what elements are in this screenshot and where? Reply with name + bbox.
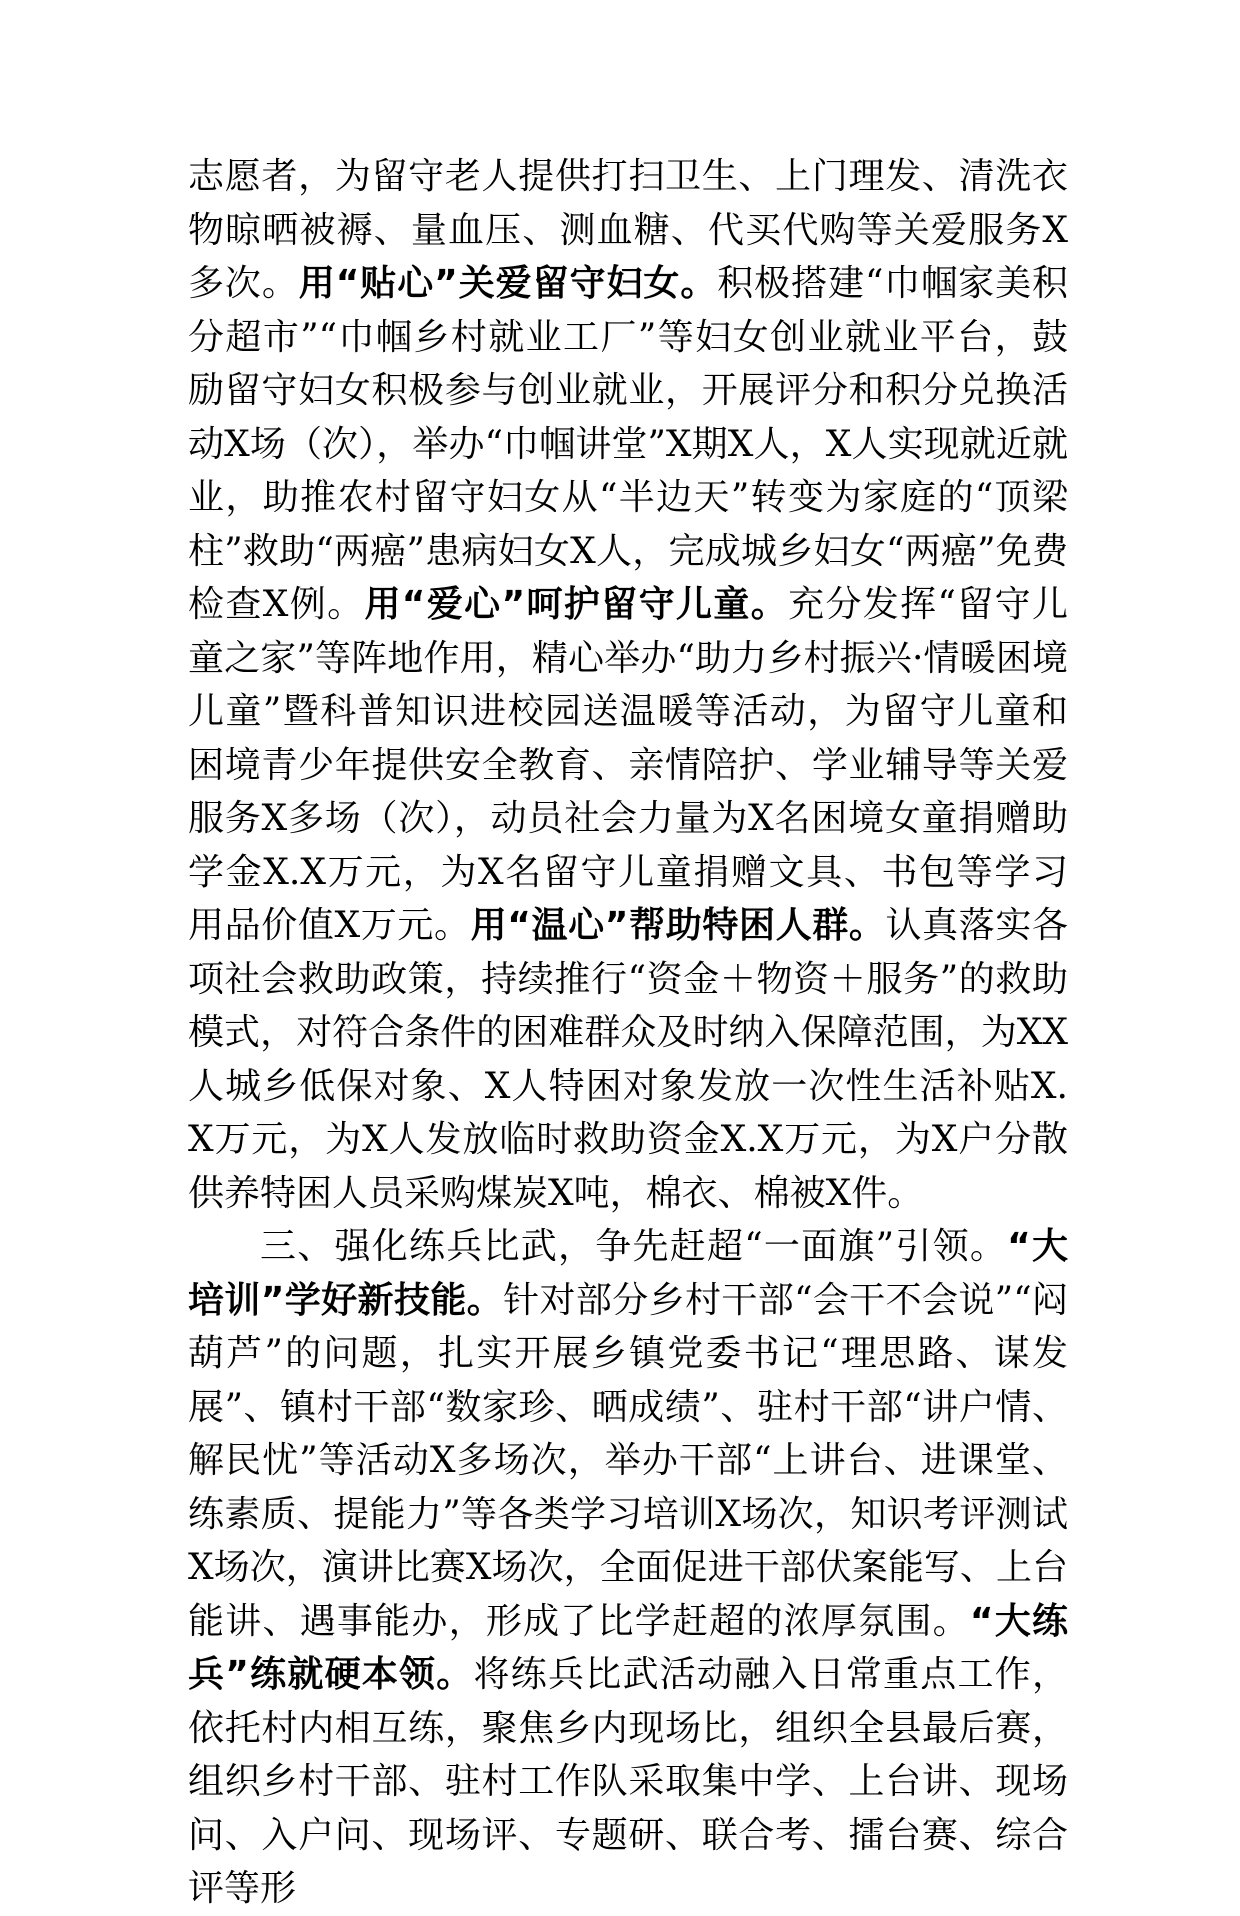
bold-heading-drill: “大练兵”练就硬本领。 [188, 1600, 1068, 1695]
text-segment: 积极搭建“巾帼家美积分超市”“巾帼乡村就业工厂”等妇女创业就业平台，鼓励留守妇女积极参与创业就业，开展评分和积分兑换活动X场（次），举办“巾帼讲堂”X期X人，X人实现就近就业，助推农村留守妇女从“半边天”转变为家庭的“顶梁柱”救助“两癌”患病妇女X人，完成城乡妇女“两癌”免费检查X例。 [188, 263, 1068, 625]
paragraph-rural-care [188, 150, 1068, 1220]
bold-heading-children: 用“爱心”呵护留守儿童。 [364, 584, 789, 625]
text-segment: 充分发挥“留守儿童之家”等阵地作用，精心举办“助力乡村振兴·情暖困境儿童”暨科普知识进校园送温暖等活动，为留守儿童和困境青少年提供安全教育、亲情陪护、学业辅导等关爱服务X多场（次），动员社会力量为X名困境女童捐赠助学金X.X万元，为X名留守儿童捐赠文具、书包等学习用品价值X万元。 [188, 584, 1068, 946]
text-segment: 针对部分乡村干部“会干不会说”“闷葫芦”的问题，扎实开展乡镇党委书记“理思路、谋发展”、镇村干部“数家珍、晒成绩”、驻村干部“讲户情、解民忧”等活动X多场次，举办干部“上讲台、进课堂、练素质、提能力”等各类学习培训X场次，知识考评测试X场次，演讲比赛X场次，全面促进干部伏案能写、上台能讲、遇事能办，形成了比学赶超的浓厚氛围。 [188, 1279, 1068, 1642]
text-segment: 将练兵比武活动融入日常重点工作，依托村内相互练，聚焦乡内现场比，组织全县最后赛，组织乡村干部、驻村工作队采取集中学、上台讲、现场问、入户问、现场评、专题研、联合考、擂台赛、综合评等形 [188, 1654, 1068, 1909]
paragraph-training [188, 1220, 1068, 1916]
bold-heading-women: 用“贴心”关爱留守妇女。 [298, 263, 718, 304]
document-body [188, 150, 1068, 1916]
bold-heading-training: “大培训”学好新技能。 [188, 1226, 1068, 1321]
text-segment: 认真落实各项社会救助政策，持续推行“资金＋物资＋服务”的救助模式，对符合条件的困难群众及时纳入保障范围，为XX人城乡低保对象、X人特困对象发放一次性生活补贴X.X万元，为X人发放临时救助资金X.X万元，为X户分散供养特困人员采购煤炭X吨，棉衣、棉被X件。 [188, 905, 1068, 1214]
text-segment: 志愿者，为留守老人提供打扫卫生、上门理发、清洗衣物晾晒被褥、量血压、测血糖、代买代购等关爱服务X多次。 [188, 156, 1068, 304]
bold-heading-needy: 用“温心”帮助特困人群。 [470, 905, 886, 946]
section-heading: 三、强化练兵比武，争先赶超“一面旗”引领。 [260, 1226, 1008, 1267]
